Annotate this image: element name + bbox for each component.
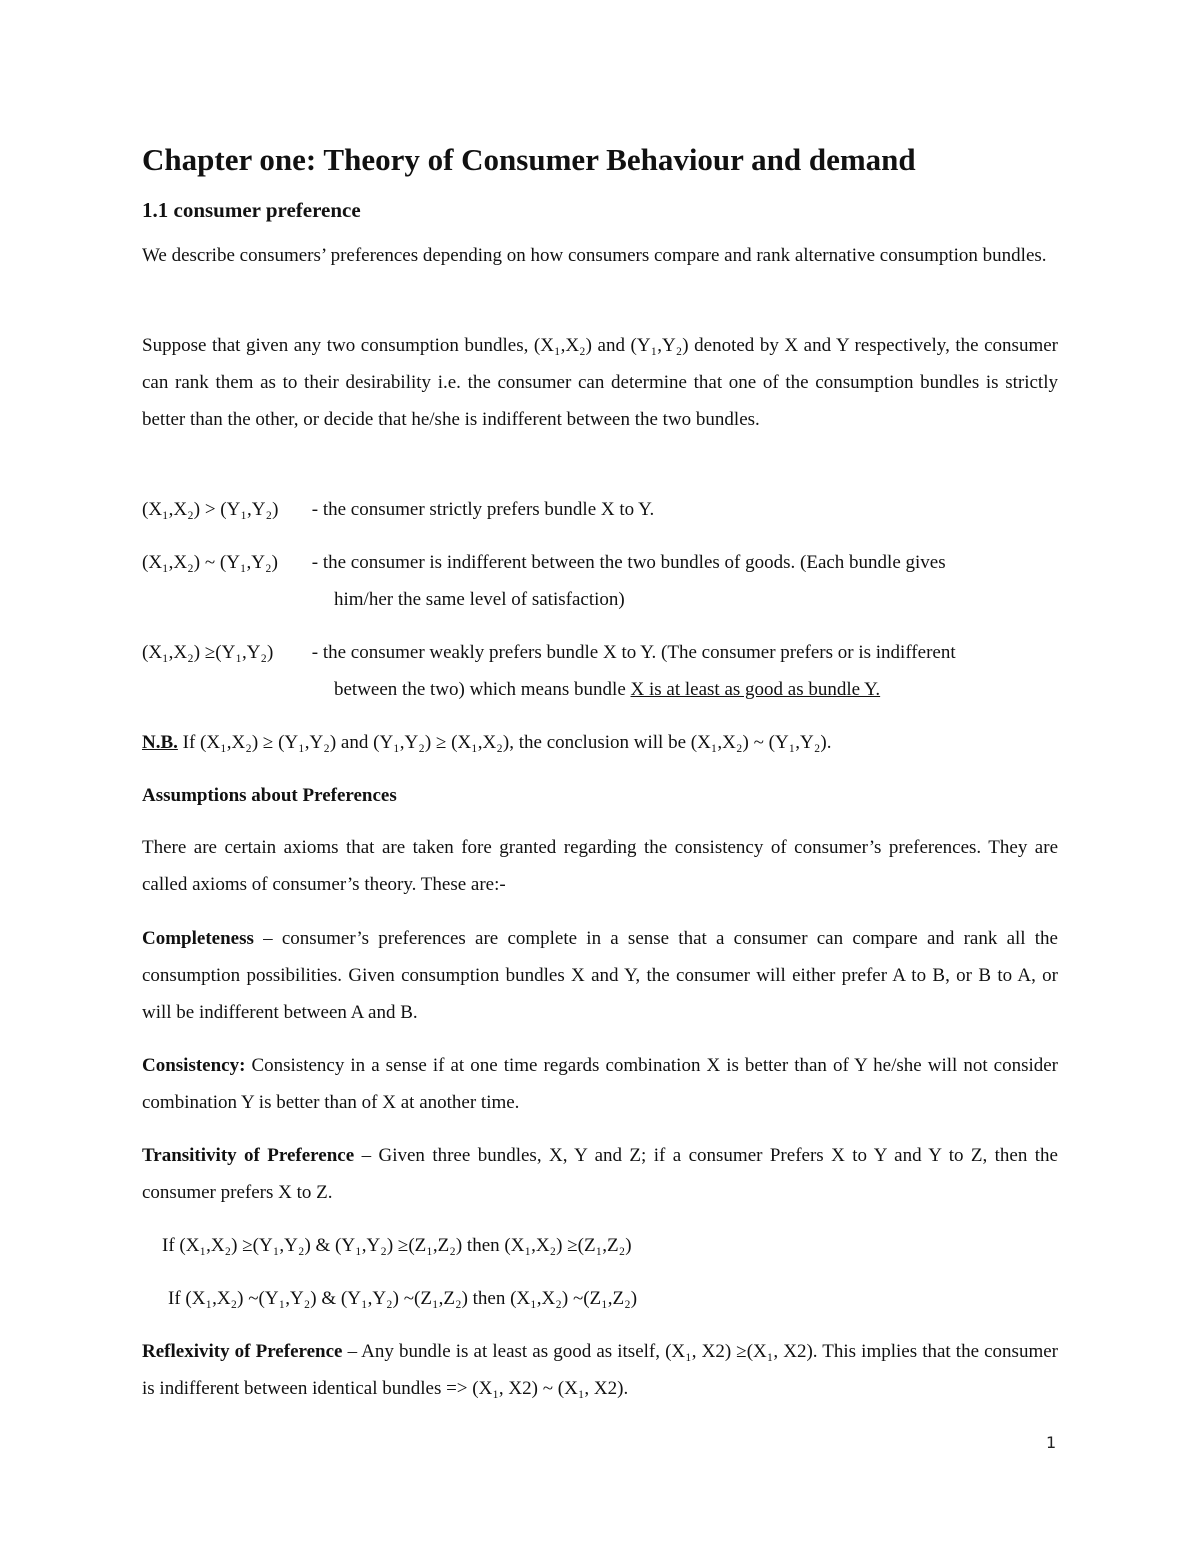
relation-description: - the consumer weakly prefers bundle X to Y. (The consumer prefers or is indifferent (307, 642, 956, 663)
completeness-label: Completeness (142, 928, 254, 949)
relation-continuation: him/her the same level of satisfaction) (334, 589, 625, 610)
relation-expression: (X₁,X₂) ≥(Y₁,Y₂) (142, 642, 274, 663)
consistency-label: Consistency: (142, 1055, 246, 1076)
relation-indifferent (142, 544, 1058, 610)
reflexivity-paragraph (142, 1333, 1058, 1407)
assumptions-heading: Assumptions about Preferences (142, 785, 397, 806)
relation-description: - the consumer strictly prefers bundle X to Y. (307, 499, 655, 520)
intro-paragraph: We describe consumers’ preferences depending on how consumers compare and rank alternative consumption bundles. (142, 245, 1047, 266)
chapter-title: Chapter one: Theory of Consumer Behaviour and demand (142, 142, 916, 177)
section-heading: 1.1 consumer preference (142, 198, 361, 222)
transitivity-text: – Given three bundles, X, Y and Z; if a consumer Prefers X to Y and Y to Z, then the consumer prefers X to Z. (142, 1145, 1058, 1203)
formula-weak-transitivity: If (X₁,X₂) ≥(Y₁,Y₂) & (Y₁,Y₂) ≥(Z₁,Z₂) then (X₁,X₂) ≥(Z₁,Z₂) (162, 1235, 632, 1256)
consistency-paragraph (142, 1047, 1058, 1121)
assumptions-intro: There are certain axioms that are taken fore granted regarding the consistency of consumer’s preferences. They are called axioms of consumer’s theory. These are:- (142, 837, 1058, 895)
nb-note (142, 724, 1058, 761)
transitivity-paragraph (142, 1137, 1058, 1211)
relation-continuation (334, 671, 880, 708)
nb-text: If (X₁,X₂) ≥ (Y₁,Y₂) and (Y₁,Y₂) ≥ (X₁,X₂), the conclusion will be (X₁,X₂) ~ (Y₁,Y₂). (177, 732, 832, 753)
reflexivity-text: – Any bundle is at least as good as itself, (X₁, X2) ≥(X₁, X2). This implies that the consumer is indifferent between identical bundles => (X₁, X2) ~ (X₁, X2). (142, 1341, 1058, 1399)
relation-description: - the consumer is indifferent between the two bundles of goods. (Each bundle gives (307, 552, 946, 573)
completeness-paragraph (142, 920, 1058, 1031)
nb-label: N.B. (142, 732, 178, 753)
reflexivity-label: Reflexivity of Preference (142, 1341, 343, 1362)
relation-expression: (X₁,X₂) ~ (Y₁,Y₂) (142, 552, 278, 573)
formula-indifference-transitivity: If (X₁,X₂) ~(Y₁,Y₂) & (Y₁,Y₂) ~(Z₁,Z₂) then (X₁,X₂) ~(Z₁,Z₂) (168, 1288, 638, 1309)
relation-weak (142, 634, 1058, 700)
consistency-text: Consistency in a sense if at one time regards combination X is better than of Y he/she will not consider combination Y is better than of X at another time. (142, 1055, 1058, 1113)
page-number: 1 (1046, 1433, 1057, 1452)
relation-strict (142, 491, 1058, 528)
relation-expression: (X₁,X₂) > (Y₁,Y₂) (142, 499, 279, 520)
suppose-paragraph: Suppose that given any two consumption bundles, (X₁,X₂) and (Y₁,Y₂) denoted by X and Y respectively, the consumer can rank them as to their desirability i.e. the consumer can determine that one of the consumption bundles is strictly better than the other, or decide that he/she is indifferent between the two bundles. (142, 335, 1058, 430)
transitivity-label: Transitivity of Preference (142, 1145, 355, 1166)
completeness-text: – consumer’s preferences are complete in a sense that a consumer can compare and rank all the consumption possibilities. Given consumption bundles X and Y, the consumer will either prefer A to B, or B to A, or will be indifferent between A and B. (142, 928, 1058, 1023)
relation-continuation-text: between the two) which means bundle (334, 679, 631, 700)
underlined-statement: X is at least as good as bundle Y. (630, 679, 881, 700)
